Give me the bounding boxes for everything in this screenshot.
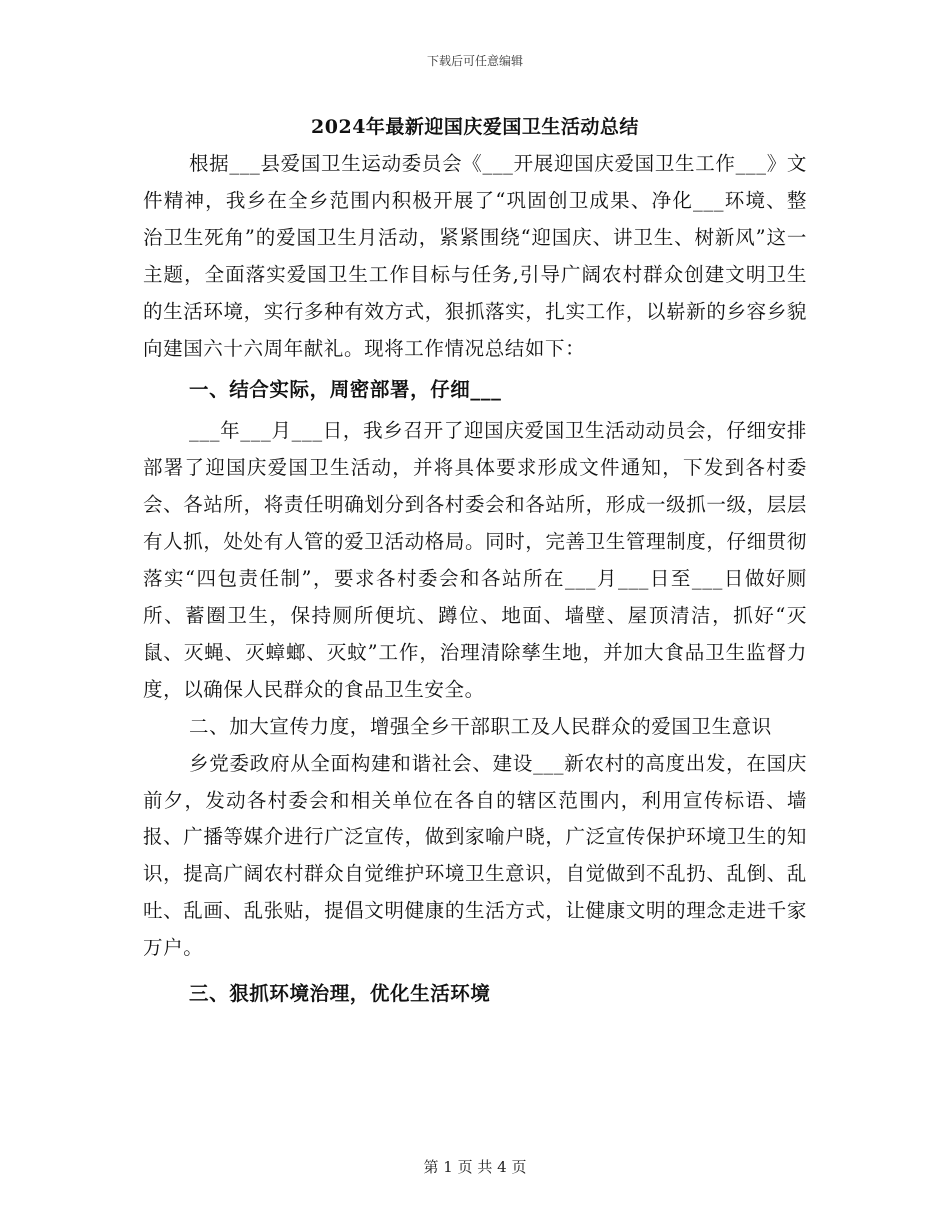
paragraph-intro: 根据___县爱国卫生运动委员会《___开展迎国庆爱国卫生工作___》文件精神，我乡在全乡范围内积极开展了“巩固创卫成果、净化___环境、整治卫生死角”的爱国卫生月活动，紧紧围绕“迎国庆、讲卫生、树新风”这一主题，全面落实爱国卫生工作目标与任务,引导广阔农村群众创建文明卫生的生活环境，实行多种有效方式，狠抓落实，扎实工作，以崭新的乡容乡貌向建国六十六周年献礼。现将工作情况总结如下： [143, 152, 807, 360]
document-body [143, 146, 807, 1017]
paragraph-section-2: 乡党委政府从全面构建和谐社会、建设___新农村的高度出发，在国庆前夕，发动各村委会和相关单位在各自的辖区范围内，利用宣传标语、墙报、广播等媒介进行广泛宣传，做到家喻户晓，广泛宣传保护环境卫生的知识，提高广阔农村群众自觉维护环境卫生意识，自觉做到不乱扔、乱倒、乱吐、乱画、乱张贴，提倡文明健康的生活方式，让健康文明的理念走进千家万户。 [143, 751, 807, 960]
section-heading-3: 三、狠抓环境治理，优化生活环境 [189, 982, 491, 1006]
section-heading-2: 二、加大宣传力度，增强全乡干部职工及人民群众的爱国卫生意识 [189, 714, 772, 738]
page-header-note: 下载后可任意编辑 [426, 54, 523, 68]
section-heading-1: 一、结合实际，周密部署，仔细___ [189, 378, 502, 402]
document-title: 2024年最新迎国庆爱国卫生活动总结 [311, 116, 639, 138]
paragraph-section-1: ___年___月___日，我乡召开了迎国庆爱国卫生活动动员会，仔细安排部署了迎国庆爱国卫生活动，并将具体要求形成文件通知，下发到各村委会、各站所，将责任明确划分到各村委会和各站所，形成一级抓一级，层层有人抓，处处有人管的爱卫活动格局。同时，完善卫生管理制度，仔细贯彻落实“四包责任制”，要求各村委会和各站所在___月___日至___日做好厕所、蓄圈卫生，保持厕所便坑、蹲位、地面、墙壁、屋顶清洁，抓好“灭鼠、灭蝇、灭蟑螂、灭蚊”工作，治理清除孳生地，并加大食品卫生监督力度，以确保人民群众的食品卫生安全。 [143, 419, 807, 701]
page-number: 第 1 页 共 4 页 [423, 1158, 527, 1176]
